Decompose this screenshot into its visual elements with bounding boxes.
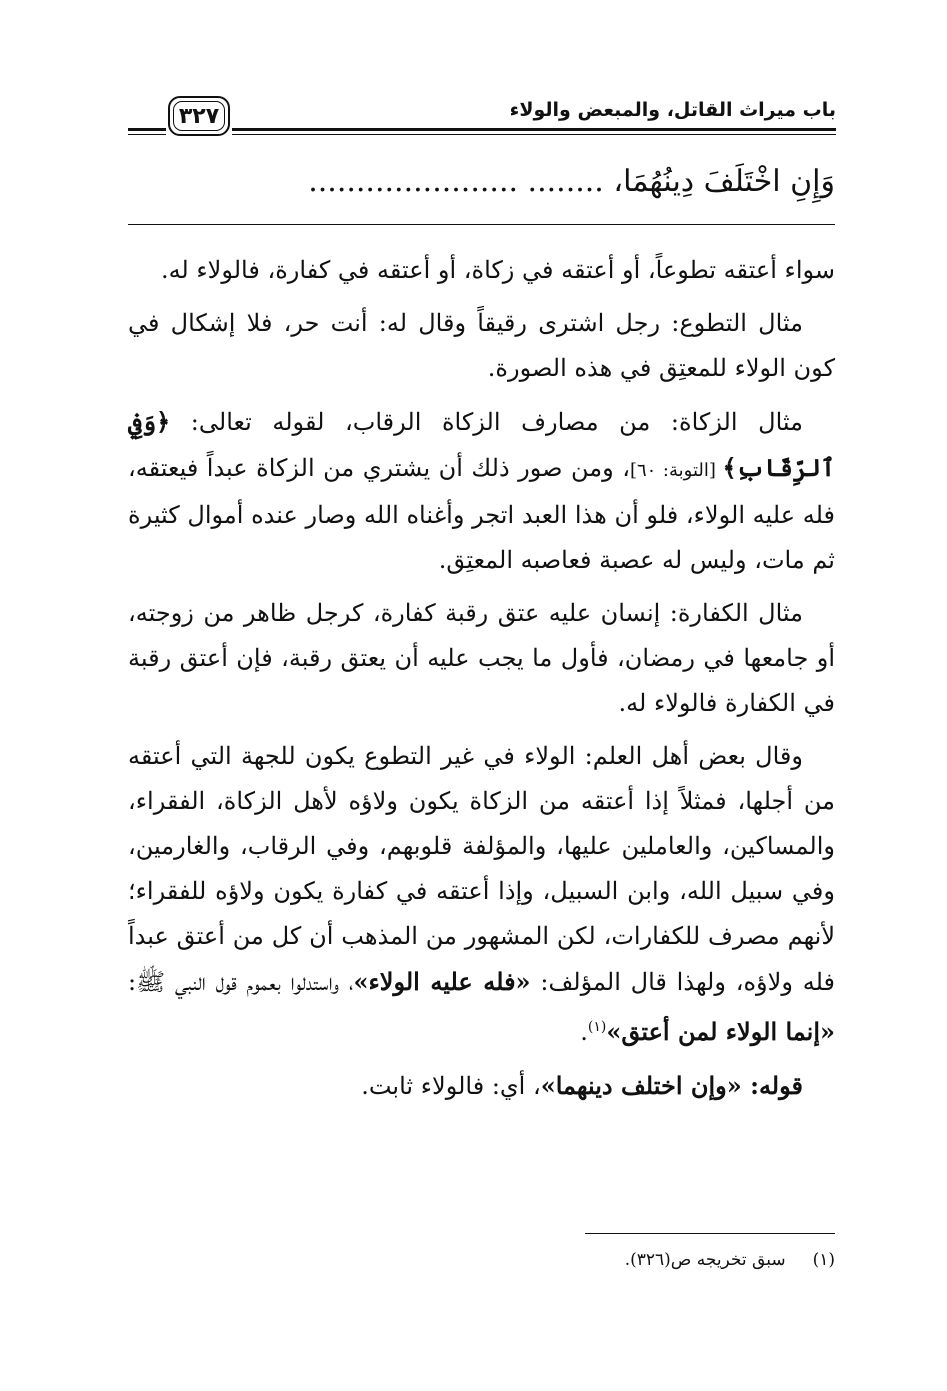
paragraph-4: مثال الكفارة: إنسان عليه عتق رقبة كفارة، كرجل ظاهر من زوجته، أو جامعها في رمضان، فأول ما يجب عليه أن يعتق رقبة، فإن أعتق رقبة في الكفارة فالولاء له. bbox=[128, 599, 835, 717]
commentary-body bbox=[128, 248, 835, 1117]
footnote-marker: (١) bbox=[587, 1019, 607, 1035]
chapter-title: باب ميراث القاتل، والمبعض والولاء bbox=[509, 99, 836, 121]
author-quote: «فله عليه الولاء» bbox=[353, 967, 531, 996]
matn-separator bbox=[128, 224, 835, 225]
matn-text: وَإِنِ اخْتَلَفَ دِينُهُمَا، bbox=[613, 164, 835, 199]
matn-dots: ........ ...................... bbox=[308, 164, 604, 199]
footnote-number: (١) bbox=[812, 1250, 835, 1270]
paragraph-5: وقال بعض أهل العلم: الولاء في غير التطوع يكون للجهة التي أعتقه من أجلها، فمثلاً إذا أعتقه من الزكاة يكون ولاؤه لأهل الزكاة، الفقراء، والمساكين، والعاملين عليها، والمؤلفة قلوبهم، وفي الرقاب، والغارمين، وفي سبيل الله، وابن السبيل، وإذا أعتقه في كفارة يكون ولاؤه للفقراء؛ لأنهم مصرف للكفارات، لكن المشهور من المذهب أن كل من أعتق عبداً فله ولاؤه، ولهذا قال المؤلف: «فله عليه الولاء»، واستدلوا بعموم قول النبي ﷺ: «إنما الولاء لمن أعتق»$^{(١)}$. bbox=[128, 742, 836, 1046]
footnote-rule bbox=[585, 1233, 835, 1234]
hadith-quote: «إنما الولاء لمن أعتق» bbox=[606, 1017, 835, 1046]
page-header bbox=[128, 96, 836, 146]
page-number: ٣٢٧ bbox=[168, 96, 230, 136]
quran-quote: ﴿وَفِي ٱلرِّقَابِ﴾ bbox=[128, 407, 835, 482]
matn-quote: «وإن اختلف دينهما» bbox=[540, 1071, 751, 1100]
matn-line bbox=[128, 160, 835, 204]
qawluh-label: قوله: bbox=[750, 1071, 803, 1100]
header-rule-thick bbox=[128, 128, 836, 131]
paragraph-6: قوله: «وإن اختلف دينهما»، أي: فالولاء ثابت. bbox=[361, 1071, 803, 1100]
paragraph-2: مثال التطوع: رجل اشترى رقيقاً وقال له: أنت حر، فلا إشكال في كون الولاء للمعتِق في هذه الصورة. bbox=[128, 309, 835, 382]
paragraph-3: مثال الزكاة: من مصارف الزكاة الرقاب، لقوله تعالى: ﴿وَفِي ٱلرِّقَابِ﴾ [التوبة: ٦٠]، ومن صور ذلك أن يشتري من الزكاة عبداً فيعتقه، فله عليه الولاء، فلو أن هذا العبد اتجر وأغناه الله وصار عنده أموال كثيرة ثم مات، وليس له عصبة فعاصبه المعتِق. bbox=[128, 407, 835, 574]
footnote bbox=[128, 1246, 835, 1274]
footnote-text: سبق تخريجه ص(٣٢٦). bbox=[624, 1250, 786, 1270]
quran-reference: [التوبة: ٦٠] bbox=[629, 460, 723, 481]
paragraph-1: سواء أعتقه تطوعاً، أو أعتقه في زكاة، أو أعتقه في كفارة، فالولاء له. bbox=[160, 256, 835, 284]
header-rule-thin bbox=[128, 134, 836, 135]
